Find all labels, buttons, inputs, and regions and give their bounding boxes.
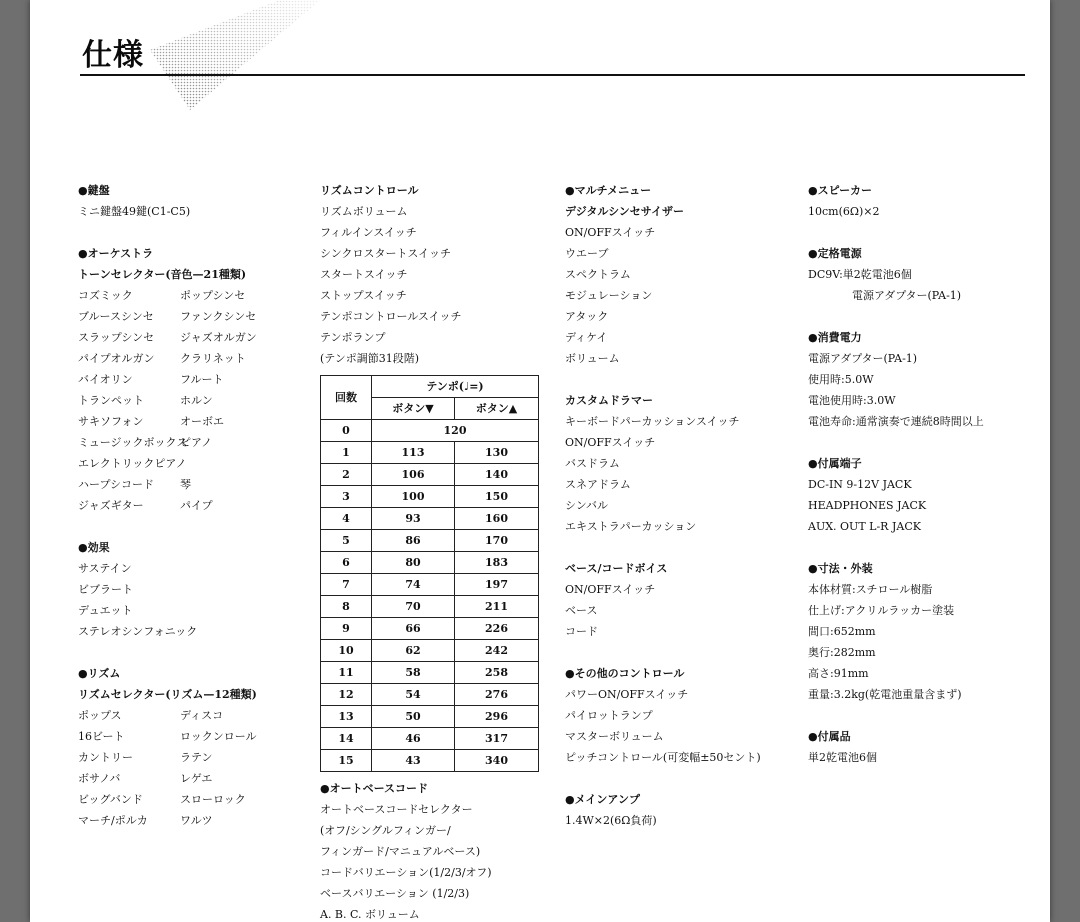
spec-item: ファンクシンセ xyxy=(180,310,257,323)
spec-item: スローロック xyxy=(180,793,246,806)
spec-pair-row xyxy=(78,810,308,831)
section-heading: ●寸法・外装 xyxy=(808,562,873,575)
spec-item: パイプ xyxy=(180,499,213,512)
spec-pair-row xyxy=(78,726,308,747)
title-halftone-decoration xyxy=(150,0,320,110)
spec-pair-row xyxy=(78,327,308,348)
spec-line: ステレオシンフォニック xyxy=(78,625,198,638)
spec-line: コードバリエーション(1/2/3/オフ) xyxy=(320,866,492,879)
page-title: 仕様 xyxy=(82,38,144,73)
spec-line: ピッチコントロール(可変幅±50セント) xyxy=(565,751,761,764)
table-cell-up: 317 xyxy=(455,728,539,750)
spec-line: ON/OFFスイッチ xyxy=(565,226,656,239)
table-cell-down: 66 xyxy=(372,618,455,640)
spec-line: キーボードパーカッションスイッチ xyxy=(565,415,740,428)
spacer xyxy=(808,222,1048,243)
spec-item: コズミック xyxy=(78,289,133,302)
table-row xyxy=(321,662,539,684)
table-cell-up: 276 xyxy=(455,684,539,706)
spec-item: 16ビート xyxy=(78,730,125,743)
spec-line: 奥行:282mm xyxy=(808,646,876,659)
table-cell-up: 183 xyxy=(455,552,539,574)
table-cell-down: 93 xyxy=(372,508,455,530)
spec-line: ベース xyxy=(565,604,598,617)
spec-line: マスターボリューム xyxy=(565,730,664,743)
spec-pair-row xyxy=(78,411,308,432)
table-cell-down: 62 xyxy=(372,640,455,662)
table-cell-count: 13 xyxy=(321,706,372,728)
spec-line: ボリューム xyxy=(565,352,620,365)
spec-item: スラップシンセ xyxy=(78,331,155,344)
table-header-up: ボタン▲ xyxy=(455,398,539,420)
spec-pair-row xyxy=(78,789,308,810)
spec-item: ポップシンセ xyxy=(180,289,246,302)
table-cell-count: 5 xyxy=(321,530,372,552)
spec-item: 琴 xyxy=(180,478,191,491)
spec-item: ビッグバンド xyxy=(78,793,143,806)
spacer xyxy=(808,537,1048,558)
spec-line: ON/OFFスイッチ xyxy=(565,583,656,596)
spec-line: AUX. OUT L-R JACK xyxy=(808,520,921,533)
spec-pair-row xyxy=(78,768,308,789)
document-page xyxy=(30,0,1050,922)
spec-pair-row xyxy=(78,474,308,495)
table-row xyxy=(321,486,539,508)
spec-line: ディケイ xyxy=(565,331,608,344)
table-cell-up: 340 xyxy=(455,750,539,772)
spec-line: テンポランプ xyxy=(320,331,386,344)
table-cell-count: 15 xyxy=(321,750,372,772)
spec-line: オートベースコードセレクター xyxy=(320,803,473,816)
spec-item: サキソフォン xyxy=(78,415,144,428)
section-heading: ●メインアンプ xyxy=(565,793,640,806)
spec-line: (オフ/シングルフィンガー/ xyxy=(320,824,451,837)
table-cell-up: 197 xyxy=(455,574,539,596)
spacer xyxy=(78,516,308,537)
section-heading: ●オーケストラ xyxy=(78,247,154,260)
table-row xyxy=(321,750,539,772)
spec-line: 電池寿命:通常演奏で連続8時間以上 xyxy=(808,415,984,428)
section-heading: ベース/コードボイス xyxy=(565,562,668,575)
spec-line: 単2乾電池6個 xyxy=(808,751,877,764)
table-cell-count: 12 xyxy=(321,684,372,706)
spec-line: 重量:3.2kg(乾電池重量含まず) xyxy=(808,688,962,701)
section-heading: ●付属端子 xyxy=(808,457,862,470)
section-heading: ●付属品 xyxy=(808,730,851,743)
spec-line: フィルインスイッチ xyxy=(320,226,417,239)
section-heading: ●消費電力 xyxy=(808,331,862,344)
spec-item: ワルツ xyxy=(180,814,213,827)
spec-item: オーボエ xyxy=(180,415,224,428)
table-cell-up: 130 xyxy=(455,442,539,464)
table-cell-count: 14 xyxy=(321,728,372,750)
section-heading: ●リズム xyxy=(78,667,121,680)
spec-line: HEADPHONES JACK xyxy=(808,499,927,512)
spec-pair-row xyxy=(78,285,308,306)
spec-line: サステイン xyxy=(78,562,132,575)
spec-line: アタック xyxy=(565,310,609,323)
spec-line: ストップスイッチ xyxy=(320,289,407,302)
table-cell-up: 160 xyxy=(455,508,539,530)
table-cell-count: 10 xyxy=(321,640,372,662)
spec-pair-row xyxy=(78,432,308,453)
spec-line: 1.4W×2(6Ω負荷) xyxy=(565,814,657,827)
spec-line: テンポコントロールスイッチ xyxy=(320,310,462,323)
table-cell-down: 46 xyxy=(372,728,455,750)
spec-line: ビブラート xyxy=(78,583,133,596)
spec-pair-row xyxy=(78,348,308,369)
spec-pair-row xyxy=(78,705,308,726)
table-header-down: ボタン▼ xyxy=(372,398,455,420)
spec-line: 10cm(6Ω)×2 xyxy=(808,205,880,218)
spec-line: ウエーブ xyxy=(565,247,609,260)
column-speaker-power xyxy=(808,180,1048,768)
section-heading: ●マルチメニュー xyxy=(565,184,652,197)
spec-item: マーチ/ポルカ xyxy=(78,814,148,827)
spec-line: 使用時:5.0W xyxy=(808,373,874,386)
column-keyboard-orchestra-rhythm xyxy=(78,180,308,831)
table-cell-down: 50 xyxy=(372,706,455,728)
spec-item: エレクトリックピアノ xyxy=(78,457,187,470)
spec-line: 電池使用時:3.0W xyxy=(808,394,896,407)
spec-item: ロックンロール xyxy=(180,730,257,743)
table-row xyxy=(321,596,539,618)
spec-line: DC9V:単2乾電池6個 xyxy=(808,268,912,281)
spec-pair-row xyxy=(78,747,308,768)
table-cell-up: 140 xyxy=(455,464,539,486)
spec-item: ミュージックボックス xyxy=(78,436,188,449)
spec-line: (テンポ調節31段階) xyxy=(320,352,420,365)
table-row xyxy=(321,420,539,442)
spacer xyxy=(78,222,308,243)
table-cell-down: 80 xyxy=(372,552,455,574)
table-header-tempo: テンポ(♩=) xyxy=(372,376,539,398)
spec-line: ミニ鍵盤49鍵(C1-C5) xyxy=(78,205,191,218)
spec-line: 間口:652mm xyxy=(808,625,876,638)
table-cell-count: 2 xyxy=(321,464,372,486)
spec-item: トランペット xyxy=(78,394,144,407)
spec-line: 本体材質:スチロール樹脂 xyxy=(808,583,933,596)
spacer xyxy=(808,432,1048,453)
table-cell-down: 100 xyxy=(372,486,455,508)
spec-line: DC-IN 9-12V JACK xyxy=(808,478,912,491)
spec-pair-row xyxy=(78,495,308,516)
spec-item: ボサノバ xyxy=(78,772,121,785)
column-rhythm-control xyxy=(320,180,560,922)
spec-line: 電源アダプター(PA-1) xyxy=(808,352,918,365)
section-heading: ●鍵盤 xyxy=(78,184,110,197)
table-row xyxy=(321,684,539,706)
table-row xyxy=(321,706,539,728)
spec-line: スタートスイッチ xyxy=(320,268,408,281)
spec-item: カントリー xyxy=(78,751,133,764)
spec-pair-row xyxy=(78,369,308,390)
table-cell-count: 6 xyxy=(321,552,372,574)
section-heading: ●効果 xyxy=(78,541,110,554)
table-cell-up: 150 xyxy=(455,486,539,508)
section-heading: ●スピーカー xyxy=(808,184,872,197)
table-cell-count: 8 xyxy=(321,596,372,618)
spec-item: クラリネット xyxy=(180,352,246,365)
spec-line: エキストラパーカッション xyxy=(565,520,697,533)
spec-line: フィンガード/マニュアルベース) xyxy=(320,845,481,858)
section-subheading: トーンセレクター(音色—21種類) xyxy=(78,268,247,281)
section-heading: ●定格電源 xyxy=(808,247,862,260)
table-cell-count: 1 xyxy=(321,442,372,464)
table-cell-count: 4 xyxy=(321,508,372,530)
table-cell-count: 0 xyxy=(321,420,372,442)
table-cell-up: 170 xyxy=(455,530,539,552)
table-cell-up: 296 xyxy=(455,706,539,728)
spec-pair-row xyxy=(78,390,308,411)
table-cell-down: 54 xyxy=(372,684,455,706)
spec-item: パイプオルガン xyxy=(78,352,155,365)
tempo-table xyxy=(320,375,539,772)
spec-line: パワーON/OFFスイッチ xyxy=(565,688,689,701)
table-row xyxy=(321,552,539,574)
table-cell-up: 258 xyxy=(455,662,539,684)
spec-pair-row xyxy=(78,453,308,474)
spec-item: ハープシコード xyxy=(78,478,155,491)
section-subheading: デジタルシンセサイザー xyxy=(565,205,685,218)
table-row xyxy=(321,464,539,486)
table-row xyxy=(321,728,539,750)
spacer xyxy=(565,768,805,789)
table-row xyxy=(321,618,539,640)
table-cell-tempo: 120 xyxy=(372,420,539,442)
spec-item: ジャズオルガン xyxy=(180,331,257,344)
table-cell-down: 106 xyxy=(372,464,455,486)
spacer xyxy=(808,306,1048,327)
table-cell-count: 11 xyxy=(321,662,372,684)
spec-line: バスドラム xyxy=(565,457,620,470)
spec-line: リズムボリューム xyxy=(320,205,408,218)
table-cell-down: 86 xyxy=(372,530,455,552)
spec-item: バイオリン xyxy=(78,373,133,386)
table-row xyxy=(321,442,539,464)
spec-item: レゲエ xyxy=(180,772,213,785)
table-cell-down: 113 xyxy=(372,442,455,464)
spacer xyxy=(808,705,1048,726)
spec-item: ピアノ xyxy=(180,436,213,449)
spec-line: スネアドラム xyxy=(565,478,631,491)
spec-item: ディスコ xyxy=(180,709,224,722)
table-cell-up: 226 xyxy=(455,618,539,640)
column-multimenu xyxy=(565,180,805,831)
table-cell-count: 7 xyxy=(321,574,372,596)
table-cell-up: 242 xyxy=(455,640,539,662)
table-cell-down: 43 xyxy=(372,750,455,772)
spec-item: ラテン xyxy=(180,751,213,764)
spec-line: ON/OFFスイッチ xyxy=(565,436,656,449)
spec-line: シンクロスタートスイッチ xyxy=(320,247,451,260)
spec-item: フルート xyxy=(180,373,224,386)
spacer xyxy=(78,642,308,663)
spec-line: A. B. C. ボリューム xyxy=(320,908,420,921)
spec-line: モジュレーション xyxy=(565,289,653,302)
spacer xyxy=(565,642,805,663)
spec-item: ポップス xyxy=(78,709,122,722)
table-header-count: 回数 xyxy=(321,376,372,420)
section-subheading: リズムセレクター(リズム—12種類) xyxy=(78,688,257,701)
spec-line: パイロットランプ xyxy=(565,709,653,722)
spec-item: ブルースシンセ xyxy=(78,310,154,323)
table-cell-up: 211 xyxy=(455,596,539,618)
table-cell-down: 58 xyxy=(372,662,455,684)
spec-line: シンバル xyxy=(565,499,608,512)
spec-line: 高さ:91mm xyxy=(808,667,869,680)
table-row xyxy=(321,508,539,530)
table-cell-count: 9 xyxy=(321,618,372,640)
section-heading: リズムコントロール xyxy=(320,184,419,197)
spec-pair-row xyxy=(78,306,308,327)
spec-line: 仕上げ:アクリルラッカー塗装 xyxy=(808,604,955,617)
table-row xyxy=(321,574,539,596)
spec-item: ホルン xyxy=(180,394,213,407)
spec-line: ベースバリエーション (1/2/3) xyxy=(320,887,470,900)
table-row xyxy=(321,640,539,662)
table-cell-down: 74 xyxy=(372,574,455,596)
spacer xyxy=(565,537,805,558)
spec-line: 電源アダプター(PA-1) xyxy=(808,289,962,302)
spacer xyxy=(565,369,805,390)
section-heading: カスタムドラマー xyxy=(565,394,653,407)
table-cell-down: 70 xyxy=(372,596,455,618)
section-heading: ●その他のコントロール xyxy=(565,667,685,680)
title-rule xyxy=(80,74,1025,76)
spec-item: ジャズギター xyxy=(78,499,144,512)
table-cell-count: 3 xyxy=(321,486,372,508)
section-heading: ●オートベースコード xyxy=(320,782,429,795)
spec-line: コード xyxy=(565,625,598,638)
spec-line: スペクトラム xyxy=(565,268,631,281)
spec-line: デュエット xyxy=(78,604,133,617)
table-row xyxy=(321,530,539,552)
